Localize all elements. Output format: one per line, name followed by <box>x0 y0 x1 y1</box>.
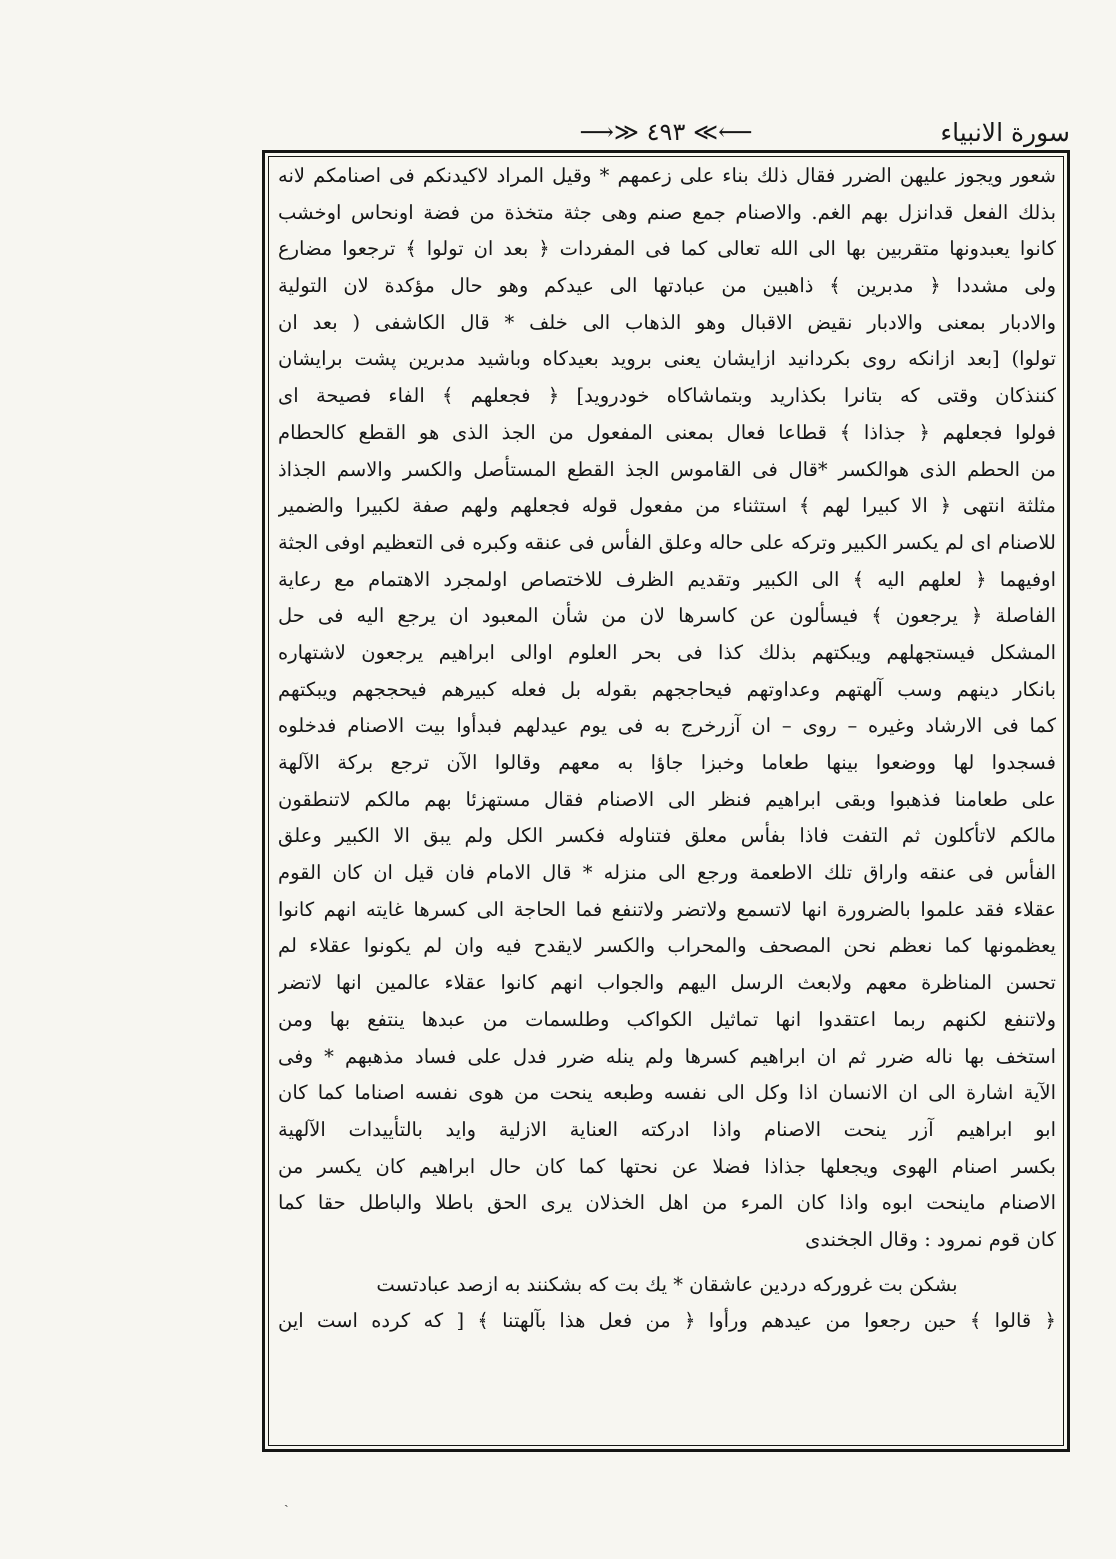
text-line-22: يعظمونها كما نعظم نحن المصحف والمحراب والكسر لايقدح فيه وان لم يكونوا عقلاء لم <box>278 934 1056 958</box>
text-line-26: الآية اشارة الى ان الانسان اذا وكل الى نفسه وطبعه ينحت من هوى نفسه اصناما كما كان <box>278 1081 1056 1105</box>
text-line-20: الفأس فى عنقه واراق تلك الاطعمة ورجع الى منزله * قال الامام فان قيل ان كان القوم <box>278 861 1056 885</box>
text-line-6: تولوا) [بعد ازانكه روى بكردانيد ازايشان يعنى برويد بعيدكاه وباشيد مدبرين پشت برايشان <box>278 347 1056 371</box>
text-line-11: للاصنام اى لم يكسر الكبير وتركه على حاله وعلق الفأس فى عنقه وكبره فى التعظيم اوفى الجثة <box>278 530 1056 554</box>
stray-mark: ˏ <box>284 1492 289 1508</box>
text-line-24: ولاتنفع لكنهم ربما اعتقدوا انها تماثيل الكواكب وطلسمات من عبدها ينتفع بها ومن <box>278 1007 1056 1031</box>
text-line-25: استخف بها ناله ضرر ثم ان ابراهيم كسرها ولم ينله ضرر فدل على فساد مذهبهم * وفى <box>278 1044 1056 1068</box>
text-line-9: من الحطم الذى هوالكسر *قال فى القاموس الجذ القطع المستأصل والكسر والاسم الجذاذ <box>278 457 1056 481</box>
text-line-3: كانوا يعبدونها متقربين بها الى الله تعالى كما فى المفردات ﴿ بعد ان تولوا ﴾ ترجعوا مضارع <box>278 237 1056 261</box>
text-line-29: الاصنام ماينحت ابوه واذا كان المرء من اهل الخذلان يرى الحق باطلا والباطل حقا كما <box>278 1191 1056 1215</box>
text-line-30: كان قوم نمرود : وقال الجخندى <box>805 1227 1056 1251</box>
text-line-23: تحسن المناظرة معهم ولابعث الرسل اليهم والجواب انهم كانوا عقلاء عالمين انها لاتضر <box>278 971 1056 995</box>
page-header <box>262 118 1070 152</box>
text-line-7: كننذكان وقتى كه بتانرا بكذاريد وبتماشاكاه خودرويد] ﴿ فجعلهم ﴾ الفاء فصيحة اى <box>278 384 1056 408</box>
text-line-17: فسجدوا لها ووضعوا بينها طعاما وخبزا جاؤا به معهم وقالوا الآن ترجع بركة الآلهة <box>278 751 1056 774</box>
text-line-13: الفاصلة ﴿ يرجعون ﴾ فيسألون عن كاسرها لان من شأن المعبود ان يرجع اليه فى حل <box>278 604 1056 628</box>
text-line-19: مالكم لاتأكلون ثم التفت فاذا بفأس معلق فتناوله فكسر الكل ولم يبق الا الكبير وعلق <box>278 824 1056 848</box>
text-line-10: مثلثة انتهى ﴿ الا كبيرا لهم ﴾ استثناء من مفعول قوله فجعلهم ولهم صفة لكبيرا والضمير <box>278 494 1056 518</box>
text-line-2: بذلك الفعل قدانزل بهم الغم. والاصنام جمع صنم وهى جثة متخذة من فضة اونحاس اوخشب <box>278 200 1056 224</box>
text-line-21: عقلاء فقد علموا بالضرورة انها لاتسمع ولاتضر ولاتنفع فما الحاجة الى كسرها غايته انهم كانوا <box>278 897 1056 921</box>
text-line-8: فولوا فجعلهم ﴿ جذاذا ﴾ قطاعا فعال بمعنى المفعول من الجذ الذى هو القطع كالحطام <box>278 420 1056 444</box>
text-line-16: كما فى الارشاد وغيره – روى – ان آزرخرج به فى يوم عيدلهم فبدأوا بيت الاصنام فدخلوه <box>278 714 1056 738</box>
text-line-final: ﴿ قالوا ﴾ حين رجعوا من عيدهم ورأوا ﴿ من فعل هذا بآلهتنا ﴾ [ كه كرده است اين <box>278 1309 1056 1333</box>
text-line-15: بانكار دينهم وسب آلهتهم وعداوتهم فيحاججهم بقوله بل فعله كبيرهم فيحججهم ويبكتهم <box>278 677 1056 701</box>
text-line-27: ابو ابراهيم آزر ينحت الاصنام واذا ادركته العناية الازلية وايد بالتأييدات الآلهية <box>278 1117 1056 1141</box>
page-number: ⟶≫ ٤٩٣ ≪⟵ <box>579 118 753 146</box>
text-line-12: اوفيهما ﴿ لعلهم اليه ﴾ الى الكبير وتقديم الظرف للاختصاص اولمجرد الاهتمام مع رعاية <box>278 567 1056 591</box>
text-line-1: شعور ويجوز عليهن الضرر فقال ذلك بناء على زعمهم * وقيل المراد لاكيدنكم فى اصنامكم لانه <box>278 164 1056 187</box>
poetry-verse: بشكن بت غروركه دردين عاشقان * يك بت كه بشكنند به ازصد عبادتست <box>376 1272 958 1296</box>
text-body <box>278 158 1056 1443</box>
text-line-5: والادبار بمعنى والادبار نقيض الاقبال وهو الذهاب الى خلف * قال الكاشفى ( بعد ان <box>278 310 1056 334</box>
text-line-14: المشكل فيستجهلهم ويبكتهم بذلك كذا فى بحر العلوم اوالى ابراهيم يرجعون لاشتهاره <box>278 640 1056 664</box>
text-line-18: على طعامنا فذهبوا وبقى ابراهيم فنظر الى الاصنام فقال مستهزئا بهم مالكم لاتنطقون <box>278 787 1056 811</box>
text-line-28: بكسر اصنام الهوى ويجعلها جذاذا فضلا عن نحتها كما كان حال ابراهيم كان يكسر من <box>278 1154 1056 1178</box>
text-line-4: ولى مشددا ﴿ مدبرين ﴾ ذاهبين من عبادتها الى عيدكم وهو حال مؤكدة لان التولية <box>278 274 1056 298</box>
surah-name: سورة الانبياء <box>940 118 1070 147</box>
